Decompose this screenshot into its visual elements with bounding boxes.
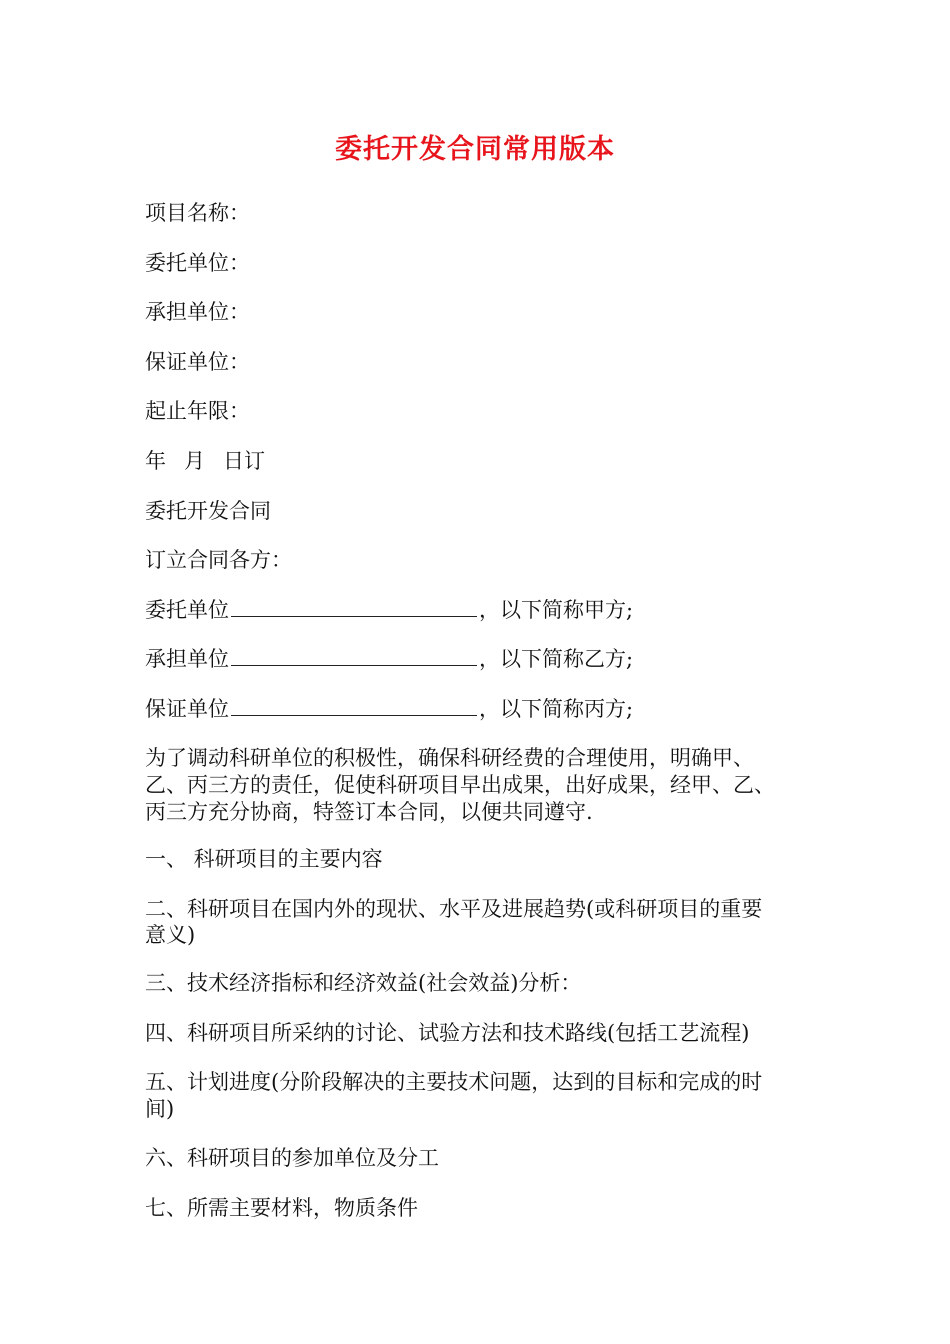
section-7: 七、所需主要材料，物质条件 <box>145 1196 418 1220</box>
section-3: 三、技术经济指标和经济效益(社会效益)分析： <box>145 971 582 995</box>
section-1: 一、 科研项目的主要内容 <box>145 847 383 871</box>
party-line-b <box>145 646 825 672</box>
party-suffix: ，以下简称乙方; <box>479 647 634 671</box>
section-5: 五、计划进度(分阶段解决的主要技术问题，达到的目标和完成的时 <box>145 1070 763 1094</box>
party-label: 保证单位 <box>145 697 229 721</box>
party-blank-line <box>231 598 477 617</box>
field-contractor-unit: 承担单位： <box>145 300 250 324</box>
field-guarantor-unit: 保证单位： <box>145 350 250 374</box>
field-period: 起止年限： <box>145 399 250 423</box>
field-client-unit: 委托单位： <box>145 251 250 275</box>
section-5-cont: 间) <box>145 1097 175 1121</box>
date-line <box>145 448 825 474</box>
party-line-c <box>145 696 825 722</box>
section-2: 二、科研项目在国内外的现状、水平及进展趋势(或科研项目的重要 <box>145 897 763 921</box>
date-month: 月 <box>184 449 205 473</box>
party-blank-line <box>231 647 477 666</box>
preamble-line: 为了调动科研单位的积极性，确保科研经费的合理使用，明确甲、 <box>145 746 754 770</box>
section-4: 四、科研项目所采纳的讨论、试验方法和技术路线(包括工艺流程) <box>145 1021 750 1045</box>
field-project-name: 项目名称： <box>145 201 250 225</box>
parties-heading: 订立合同各方： <box>145 548 292 572</box>
party-line-a <box>145 597 825 623</box>
preamble-line: 乙、丙三方的责任，促使科研项目早出成果，出好成果，经甲、乙、 <box>145 773 775 797</box>
preamble-line: 丙三方充分协商，特签订本合同，以便共同遵守. <box>145 800 593 824</box>
party-label: 承担单位 <box>145 647 229 671</box>
party-suffix: ，以下简称丙方; <box>479 697 634 721</box>
contract-heading: 委托开发合同 <box>145 499 271 523</box>
party-blank-line <box>231 697 477 716</box>
date-day: 日订 <box>223 449 265 473</box>
section-6: 六、科研项目的参加单位及分工 <box>145 1146 439 1170</box>
section-2-cont: 意义) <box>145 923 196 947</box>
date-year: 年 <box>145 449 166 473</box>
document-title: 委托开发合同常用版本 <box>335 134 615 165</box>
party-suffix: ，以下简称甲方; <box>479 598 634 622</box>
party-label: 委托单位 <box>145 598 229 622</box>
